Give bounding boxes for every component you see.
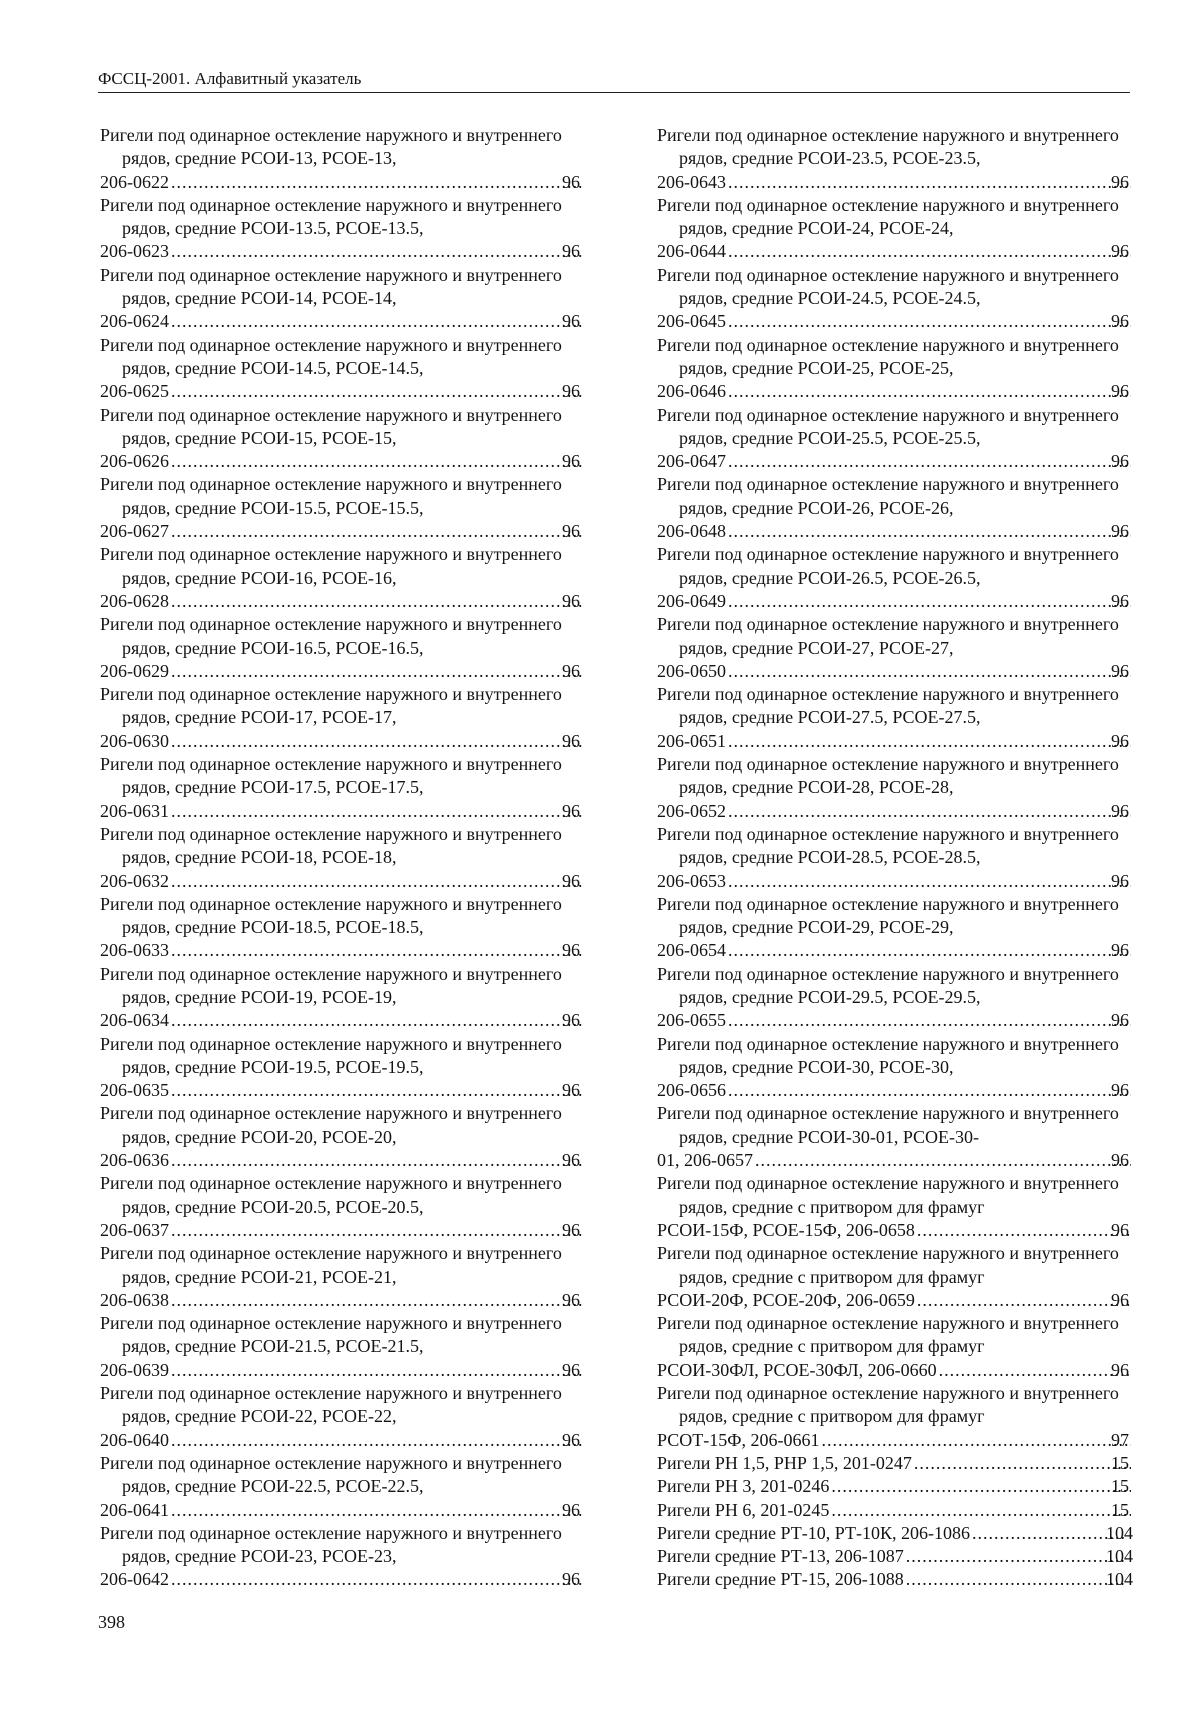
entry-text: Ригели под одинарное остекление наружного и внутреннего рядов, средние РСОИ-19, РСОЕ-19, bbox=[100, 963, 562, 1007]
entry-text: Ригели под одинарное остекление наружного и внутреннего рядов, средние с притвором для фрамуг bbox=[657, 1173, 1119, 1217]
entry-last-line: 206-0654 ..... 96 bbox=[679, 939, 1133, 962]
entry-code: 206-0655 bbox=[657, 1010, 726, 1031]
index-entry bbox=[100, 124, 584, 194]
index-entry bbox=[100, 1242, 584, 1312]
dot-leader bbox=[171, 1359, 582, 1382]
entry-text: Ригели под одинарное остекление наружного и внутреннего рядов, средние РСОИ-18, РСОЕ-18, bbox=[100, 823, 562, 868]
entry-code: 206-0634 bbox=[100, 1010, 169, 1031]
entry-page-ref: 104 bbox=[1106, 1546, 1133, 1567]
entry-code: 206-0644 bbox=[657, 241, 726, 262]
entry-last-line: 206-0652 ..... 96 bbox=[679, 800, 1133, 823]
entry-code: 206-0635 bbox=[100, 1080, 169, 1101]
index-entry bbox=[100, 753, 584, 823]
entry-text: Ригели под одинарное остекление наружного и внутреннего рядов, средние РСОИ-13.5, РСОЕ-13.5, bbox=[100, 194, 562, 239]
dot-leader bbox=[755, 1149, 1131, 1172]
dot-leader bbox=[939, 1359, 1131, 1382]
entry-code: 206-0636 bbox=[100, 1150, 169, 1171]
entry-code: 206-0646 bbox=[657, 381, 726, 402]
entry-last-line: 206-0644 ..... 96 bbox=[679, 240, 1133, 263]
dot-leader bbox=[171, 730, 582, 753]
entry-text: Ригели под одинарное остекление наружного и внутреннего рядов, средние РСОИ-24.5, РСОЕ-24.5, bbox=[657, 264, 1119, 309]
entry-code: Ригели РН 6, 201-0245 bbox=[657, 1499, 830, 1520]
entry-text: Ригели под одинарное остекление наружного и внутреннего рядов, средние РСОИ-28.5, РСОЕ-28.5, bbox=[657, 823, 1119, 868]
index-entry bbox=[657, 1033, 1133, 1103]
dot-leader bbox=[728, 939, 1131, 962]
entry-last-line: 206-0645 ..... 96 bbox=[679, 310, 1133, 333]
entry-text: Ригели под одинарное остекление наружного и внутреннего рядов, средние РСОИ-30-01, РСОЕ-30- bbox=[657, 1103, 1119, 1147]
entry-code: 206-0637 bbox=[100, 1219, 169, 1240]
entry-last-line: 206-0632 ..... 96 bbox=[122, 870, 584, 893]
dot-leader bbox=[171, 171, 582, 194]
entry-code: 206-0633 bbox=[100, 940, 169, 961]
entry-code: Ригели средние РТ-15, 206-1088 bbox=[657, 1569, 904, 1590]
index-entry bbox=[100, 823, 584, 893]
entry-last-line: 206-0650 ..... 96 bbox=[679, 660, 1133, 683]
index-entry bbox=[100, 1522, 584, 1592]
entry-last-line: Ригели РН 1,5, РНР 1,5, 201-0247 ..... 15 bbox=[679, 1452, 1133, 1475]
entry-last-line: 206-0630 ..... 96 bbox=[122, 730, 584, 753]
dot-leader bbox=[728, 1009, 1131, 1032]
index-entry bbox=[657, 334, 1133, 404]
entry-code: 206-0648 bbox=[657, 521, 726, 542]
dot-leader bbox=[906, 1568, 1126, 1591]
index-entry bbox=[100, 1452, 584, 1522]
index-entry bbox=[657, 1172, 1133, 1242]
entry-last-line: 206-0624 ..... 96 bbox=[122, 310, 584, 333]
entry-last-line: 206-0636 ..... 96 bbox=[122, 1149, 584, 1172]
entry-code: 01, 206-0657 bbox=[657, 1150, 753, 1171]
entry-code: 206-0643 bbox=[657, 171, 726, 192]
index-entry bbox=[100, 473, 584, 543]
entry-text: Ригели под одинарное остекление наружного и внутреннего рядов, средние РСОИ-21.5, РСОЕ-21.5, bbox=[100, 1313, 562, 1357]
index-entry bbox=[657, 1452, 1133, 1475]
entry-last-line: 206-0646 ..... 96 bbox=[679, 380, 1133, 403]
entry-last-line bbox=[657, 1568, 1133, 1591]
entry-last-line: 206-0651 ..... 96 bbox=[679, 730, 1133, 753]
entry-code: 206-0656 bbox=[657, 1080, 726, 1101]
entry-last-line: 206-0647 ..... 96 bbox=[679, 450, 1133, 473]
entry-text: Ригели под одинарное остекление наружного и внутреннего рядов, средние РСОИ-17, РСОЕ-17, bbox=[100, 684, 562, 728]
dot-leader bbox=[728, 380, 1131, 403]
entry-last-line: 206-0623 ..... 96 bbox=[122, 240, 584, 263]
entry-code: 206-0647 bbox=[657, 451, 726, 472]
dot-leader bbox=[171, 939, 582, 962]
entry-last-line: 206-0631 ..... 96 bbox=[122, 800, 584, 823]
dot-leader bbox=[972, 1522, 1126, 1545]
dot-leader bbox=[831, 1499, 1131, 1522]
index-entry bbox=[100, 893, 584, 963]
dot-leader bbox=[171, 1568, 582, 1591]
index-entry bbox=[657, 264, 1133, 334]
entry-code: 206-0650 bbox=[657, 660, 726, 681]
entry-text: Ригели под одинарное остекление наружного и внутреннего рядов, средние с притвором для фрамуг bbox=[657, 1243, 1119, 1287]
index-entry bbox=[657, 404, 1133, 474]
dot-leader bbox=[728, 520, 1131, 543]
entry-code: Ригели РН 1,5, РНР 1,5, 201-0247 bbox=[657, 1452, 912, 1473]
index-entry bbox=[657, 963, 1133, 1033]
dot-leader bbox=[171, 1429, 582, 1452]
dot-leader bbox=[171, 380, 582, 403]
index-entry bbox=[100, 1312, 584, 1382]
entry-text: Ригели под одинарное остекление наружного и внутреннего рядов, средние РСОИ-27, РСОЕ-27, bbox=[657, 614, 1119, 658]
dot-leader bbox=[728, 1079, 1131, 1102]
index-entry bbox=[657, 194, 1133, 264]
entry-code: Ригели средние РТ-13, 206-1087 bbox=[657, 1546, 904, 1567]
index-entry bbox=[657, 1545, 1133, 1568]
entry-last-line: РСОИ-15Ф, РСОЕ-15Ф, 206-0658 ..... 96 bbox=[679, 1219, 1133, 1242]
entry-text: Ригели под одинарное остекление наружного и внутреннего рядов, средние РСОИ-15, РСОЕ-15, bbox=[100, 404, 562, 448]
entry-text: Ригели под одинарное остекление наружного и внутреннего рядов, средние РСОИ-16.5, РСОЕ-16.5, bbox=[100, 614, 562, 658]
entry-code: Ригели РН 3, 201-0246 bbox=[657, 1476, 830, 1497]
index-entry bbox=[100, 543, 584, 613]
entry-text: Ригели под одинарное остекление наружного и внутреннего рядов, средние РСОИ-23.5, РСОЕ-23.5, bbox=[657, 125, 1119, 169]
entry-code: 206-0641 bbox=[100, 1499, 169, 1520]
entry-text: Ригели под одинарное остекление наружного и внутреннего рядов, средние РСОИ-20.5, РСОЕ-20.5, bbox=[100, 1173, 562, 1217]
dot-leader bbox=[914, 1452, 1131, 1475]
entry-last-line: РСОТ-15Ф, 206-0661 ..... 97 bbox=[679, 1429, 1133, 1452]
entry-page-ref: 104 bbox=[1106, 1522, 1133, 1543]
entry-text: Ригели под одинарное остекление наружного и внутреннего рядов, средние РСОИ-25, РСОЕ-25, bbox=[657, 334, 1119, 378]
dot-leader bbox=[171, 1149, 582, 1172]
entry-code: 206-0632 bbox=[100, 870, 169, 891]
index-entry bbox=[657, 1475, 1133, 1498]
entry-text: Ригели под одинарное остекление наружного и внутреннего рядов, средние РСОИ-13, РСОЕ-13, bbox=[100, 125, 562, 169]
entry-last-line: 206-0635 ..... 96 bbox=[122, 1079, 584, 1102]
entry-last-line: 206-0642 ..... 96 bbox=[122, 1568, 584, 1591]
index-entry bbox=[657, 613, 1133, 683]
dot-leader bbox=[728, 800, 1131, 823]
dot-leader bbox=[171, 1289, 582, 1312]
entry-code: 206-0625 bbox=[100, 381, 169, 402]
entry-last-line: 206-0633 ..... 96 bbox=[122, 939, 584, 962]
entry-code: 206-0623 bbox=[100, 241, 169, 262]
index-entry bbox=[100, 613, 584, 683]
entry-code: РСОИ-30ФЛ, РСОЕ-30ФЛ, 206-0660 bbox=[657, 1359, 937, 1380]
entry-code: 206-0640 bbox=[100, 1429, 169, 1450]
entry-last-line bbox=[657, 1522, 1133, 1545]
dot-leader bbox=[171, 310, 582, 333]
entry-code: 206-0628 bbox=[100, 590, 169, 611]
entry-last-line bbox=[657, 1545, 1133, 1568]
entry-last-line: Ригели РН 6, 201-0245 ..... 15 bbox=[679, 1499, 1133, 1522]
index-entry bbox=[657, 124, 1133, 194]
entry-last-line: 206-0622 ..... 96 bbox=[122, 171, 584, 194]
index-entry bbox=[657, 893, 1133, 963]
entry-last-line: 206-0628 ..... 96 bbox=[122, 590, 584, 613]
entry-text: Ригели под одинарное остекление наружного и внутреннего рядов, средние РСОИ-22.5, РСОЕ-22.5, bbox=[100, 1452, 562, 1497]
dot-leader bbox=[728, 450, 1131, 473]
dot-leader bbox=[906, 1545, 1126, 1568]
page-number: 398 bbox=[98, 1612, 125, 1632]
entry-text: Ригели под одинарное остекление наружного и внутреннего рядов, средние РСОИ-24, РСОЕ-24, bbox=[657, 194, 1119, 239]
index-entry bbox=[100, 1382, 584, 1452]
entry-last-line: 206-0626 ..... 96 bbox=[122, 450, 584, 473]
entry-last-line: 206-0648 ..... 96 bbox=[679, 520, 1133, 543]
entry-code: 206-0654 bbox=[657, 940, 726, 961]
entry-code: РСОТ-15Ф, 206-0661 bbox=[657, 1429, 820, 1450]
dot-leader bbox=[917, 1289, 1131, 1312]
entry-code: 206-0642 bbox=[100, 1569, 169, 1590]
entry-text: Ригели под одинарное остекление наружного и внутреннего рядов, средние РСОИ-19.5, РСОЕ-19.5, bbox=[100, 1033, 562, 1077]
index-entry bbox=[100, 1172, 584, 1242]
entry-last-line: Ригели РН 3, 201-0246 ..... 15 bbox=[679, 1475, 1133, 1498]
entry-last-line: 206-0639 ..... 96 bbox=[122, 1359, 584, 1382]
entry-last-line: 206-0629 ..... 96 bbox=[122, 660, 584, 683]
entry-last-line: 206-0625 ..... 96 bbox=[122, 380, 584, 403]
entry-last-line: 206-0649 ..... 96 bbox=[679, 590, 1133, 613]
entry-text: Ригели под одинарное остекление наружного и внутреннего рядов, средние с притвором для фрамуг bbox=[657, 1383, 1119, 1427]
entry-text: Ригели под одинарное остекление наружного и внутреннего рядов, средние РСОИ-26, РСОЕ-26, bbox=[657, 474, 1119, 518]
index-column-left bbox=[100, 124, 584, 1592]
entry-code: 206-0649 bbox=[657, 590, 726, 611]
entry-text: Ригели под одинарное остекление наружного и внутреннего рядов, средние РСОИ-21, РСОЕ-21, bbox=[100, 1243, 562, 1287]
entry-code: 206-0652 bbox=[657, 800, 726, 821]
dot-leader bbox=[171, 1009, 582, 1032]
index-entry bbox=[657, 543, 1133, 613]
index-entry bbox=[657, 1522, 1133, 1545]
dot-leader bbox=[171, 800, 582, 823]
entry-text: Ригели под одинарное остекление наружного и внутреннего рядов, средние РСОИ-30, РСОЕ-30, bbox=[657, 1033, 1119, 1077]
index-entry bbox=[100, 1102, 584, 1172]
entry-text: Ригели под одинарное остекление наружного и внутреннего рядов, средние РСОИ-23, РСОЕ-23, bbox=[100, 1522, 562, 1567]
dot-leader bbox=[171, 520, 582, 543]
entry-code: 206-0631 bbox=[100, 800, 169, 821]
entry-text: Ригели под одинарное остекление наружного и внутреннего рядов, средние РСОИ-26.5, РСОЕ-26.5, bbox=[657, 544, 1119, 588]
index-entry bbox=[100, 334, 584, 404]
entry-last-line: РСОИ-30ФЛ, РСОЕ-30ФЛ, 206-0660 ..... 96 bbox=[679, 1359, 1133, 1382]
dot-leader bbox=[728, 730, 1131, 753]
dot-leader bbox=[171, 870, 582, 893]
index-entry bbox=[657, 1499, 1133, 1522]
entry-code: Ригели средние РТ-10, РТ-10К, 206-1086 bbox=[657, 1522, 970, 1543]
index-entry bbox=[657, 753, 1133, 823]
entry-code: 206-0638 bbox=[100, 1289, 169, 1310]
entry-last-line: 206-0643 ..... 96 bbox=[679, 171, 1133, 194]
entry-last-line: РСОИ-20Ф, РСОЕ-20Ф, 206-0659 ..... 96 bbox=[679, 1289, 1133, 1312]
entry-code: 206-0651 bbox=[657, 730, 726, 751]
dot-leader bbox=[728, 660, 1131, 683]
entry-text: Ригели под одинарное остекление наружного и внутреннего рядов, средние РСОИ-18.5, РСОЕ-18.5, bbox=[100, 893, 562, 938]
dot-leader bbox=[171, 590, 582, 613]
index-entry bbox=[657, 823, 1133, 893]
entry-code: РСОИ-20Ф, РСОЕ-20Ф, 206-0659 bbox=[657, 1289, 915, 1310]
entry-text: Ригели под одинарное остекление наружного и внутреннего рядов, средние РСОИ-29, РСОЕ-29, bbox=[657, 893, 1119, 938]
dot-leader bbox=[171, 1079, 582, 1102]
entry-code: 206-0627 bbox=[100, 521, 169, 542]
entry-last-line: 01, 206-0657 ..... 96 bbox=[679, 1149, 1133, 1172]
entry-text: Ригели под одинарное остекление наружного и внутреннего рядов, средние РСОИ-14.5, РСОЕ-14.5, bbox=[100, 334, 562, 378]
entry-last-line: 206-0641 ..... 96 bbox=[122, 1499, 584, 1522]
entry-text: Ригели под одинарное остекление наружного и внутреннего рядов, средние РСОИ-27.5, РСОЕ-27.5, bbox=[657, 684, 1119, 728]
index-entry bbox=[100, 194, 584, 264]
entry-text: Ригели под одинарное остекление наружного и внутреннего рядов, средние РСОИ-22, РСОЕ-22, bbox=[100, 1383, 562, 1427]
running-header bbox=[98, 68, 1130, 93]
entry-code: 206-0639 bbox=[100, 1359, 169, 1380]
entry-text: Ригели под одинарное остекление наружного и внутреннего рядов, средние с притвором для фрамуг bbox=[657, 1313, 1119, 1357]
entry-text: Ригели под одинарное остекление наружного и внутреннего рядов, средние РСОИ-28, РСОЕ-28, bbox=[657, 754, 1119, 798]
entry-last-line: 206-0656 ..... 96 bbox=[679, 1079, 1133, 1102]
entry-last-line: 206-0637 ..... 96 bbox=[122, 1219, 584, 1242]
dot-leader bbox=[728, 171, 1131, 194]
entry-text: Ригели под одинарное остекление наружного и внутреннего рядов, средние РСОИ-15.5, РСОЕ-15.5, bbox=[100, 474, 562, 518]
index-entry bbox=[100, 683, 584, 753]
entry-last-line: 206-0627 ..... 96 bbox=[122, 520, 584, 543]
index-entry bbox=[100, 963, 584, 1033]
entry-text: Ригели под одинарное остекление наружного и внутреннего рядов, средние РСОИ-17.5, РСОЕ-17.5, bbox=[100, 754, 562, 798]
entry-last-line: 206-0640 ..... 96 bbox=[122, 1429, 584, 1452]
dot-leader bbox=[171, 450, 582, 473]
dot-leader bbox=[728, 310, 1131, 333]
header-title: ФССЦ-2001. Алфавитный указатель bbox=[98, 69, 362, 88]
dot-leader bbox=[171, 240, 582, 263]
entry-page-ref: 104 bbox=[1106, 1569, 1133, 1590]
entry-code: 206-0653 bbox=[657, 870, 726, 891]
index-entry bbox=[657, 1382, 1133, 1452]
entry-last-line: 206-0634 ..... 96 bbox=[122, 1009, 584, 1032]
entry-text: Ригели под одинарное остекление наружного и внутреннего рядов, средние РСОИ-16, РСОЕ-16, bbox=[100, 544, 562, 588]
dot-leader bbox=[171, 1499, 582, 1522]
entry-text: Ригели под одинарное остекление наружного и внутреннего рядов, средние РСОИ-20, РСОЕ-20, bbox=[100, 1103, 562, 1147]
entry-code: РСОИ-15Ф, РСОЕ-15Ф, 206-0658 bbox=[657, 1219, 915, 1240]
entry-text: Ригели под одинарное остекление наружного и внутреннего рядов, средние РСОИ-25.5, РСОЕ-25.5, bbox=[657, 404, 1119, 448]
index-entry bbox=[657, 1312, 1133, 1382]
index-entry bbox=[657, 1568, 1133, 1591]
entry-text: Ригели под одинарное остекление наружного и внутреннего рядов, средние РСОИ-29.5, РСОЕ-29.5, bbox=[657, 963, 1119, 1007]
entry-code: 206-0629 bbox=[100, 660, 169, 681]
entry-last-line: 206-0655 ..... 96 bbox=[679, 1009, 1133, 1032]
entry-last-line: 206-0653 ..... 96 bbox=[679, 870, 1133, 893]
entry-code: 206-0626 bbox=[100, 451, 169, 472]
index-entry bbox=[657, 1102, 1133, 1172]
index-entry bbox=[100, 404, 584, 474]
dot-leader bbox=[171, 660, 582, 683]
index-column-right bbox=[657, 124, 1133, 1592]
index-entry bbox=[657, 1242, 1133, 1312]
index-entry bbox=[100, 264, 584, 334]
index-entry bbox=[100, 1033, 584, 1103]
dot-leader bbox=[917, 1219, 1131, 1242]
entry-last-line: 206-0638 ..... 96 bbox=[122, 1289, 584, 1312]
entry-text: Ригели под одинарное остекление наружного и внутреннего рядов, средние РСОИ-14, РСОЕ-14, bbox=[100, 264, 562, 309]
dot-leader bbox=[821, 1429, 1131, 1452]
index-entry bbox=[657, 473, 1133, 543]
dot-leader bbox=[171, 1219, 582, 1242]
dot-leader bbox=[728, 240, 1131, 263]
entry-code: 206-0622 bbox=[100, 171, 169, 192]
entry-code: 206-0645 bbox=[657, 311, 726, 332]
entry-code: 206-0630 bbox=[100, 730, 169, 751]
dot-leader bbox=[831, 1475, 1131, 1498]
dot-leader bbox=[728, 870, 1131, 893]
index-entry bbox=[657, 683, 1133, 753]
entry-code: 206-0624 bbox=[100, 311, 169, 332]
dot-leader bbox=[728, 590, 1131, 613]
